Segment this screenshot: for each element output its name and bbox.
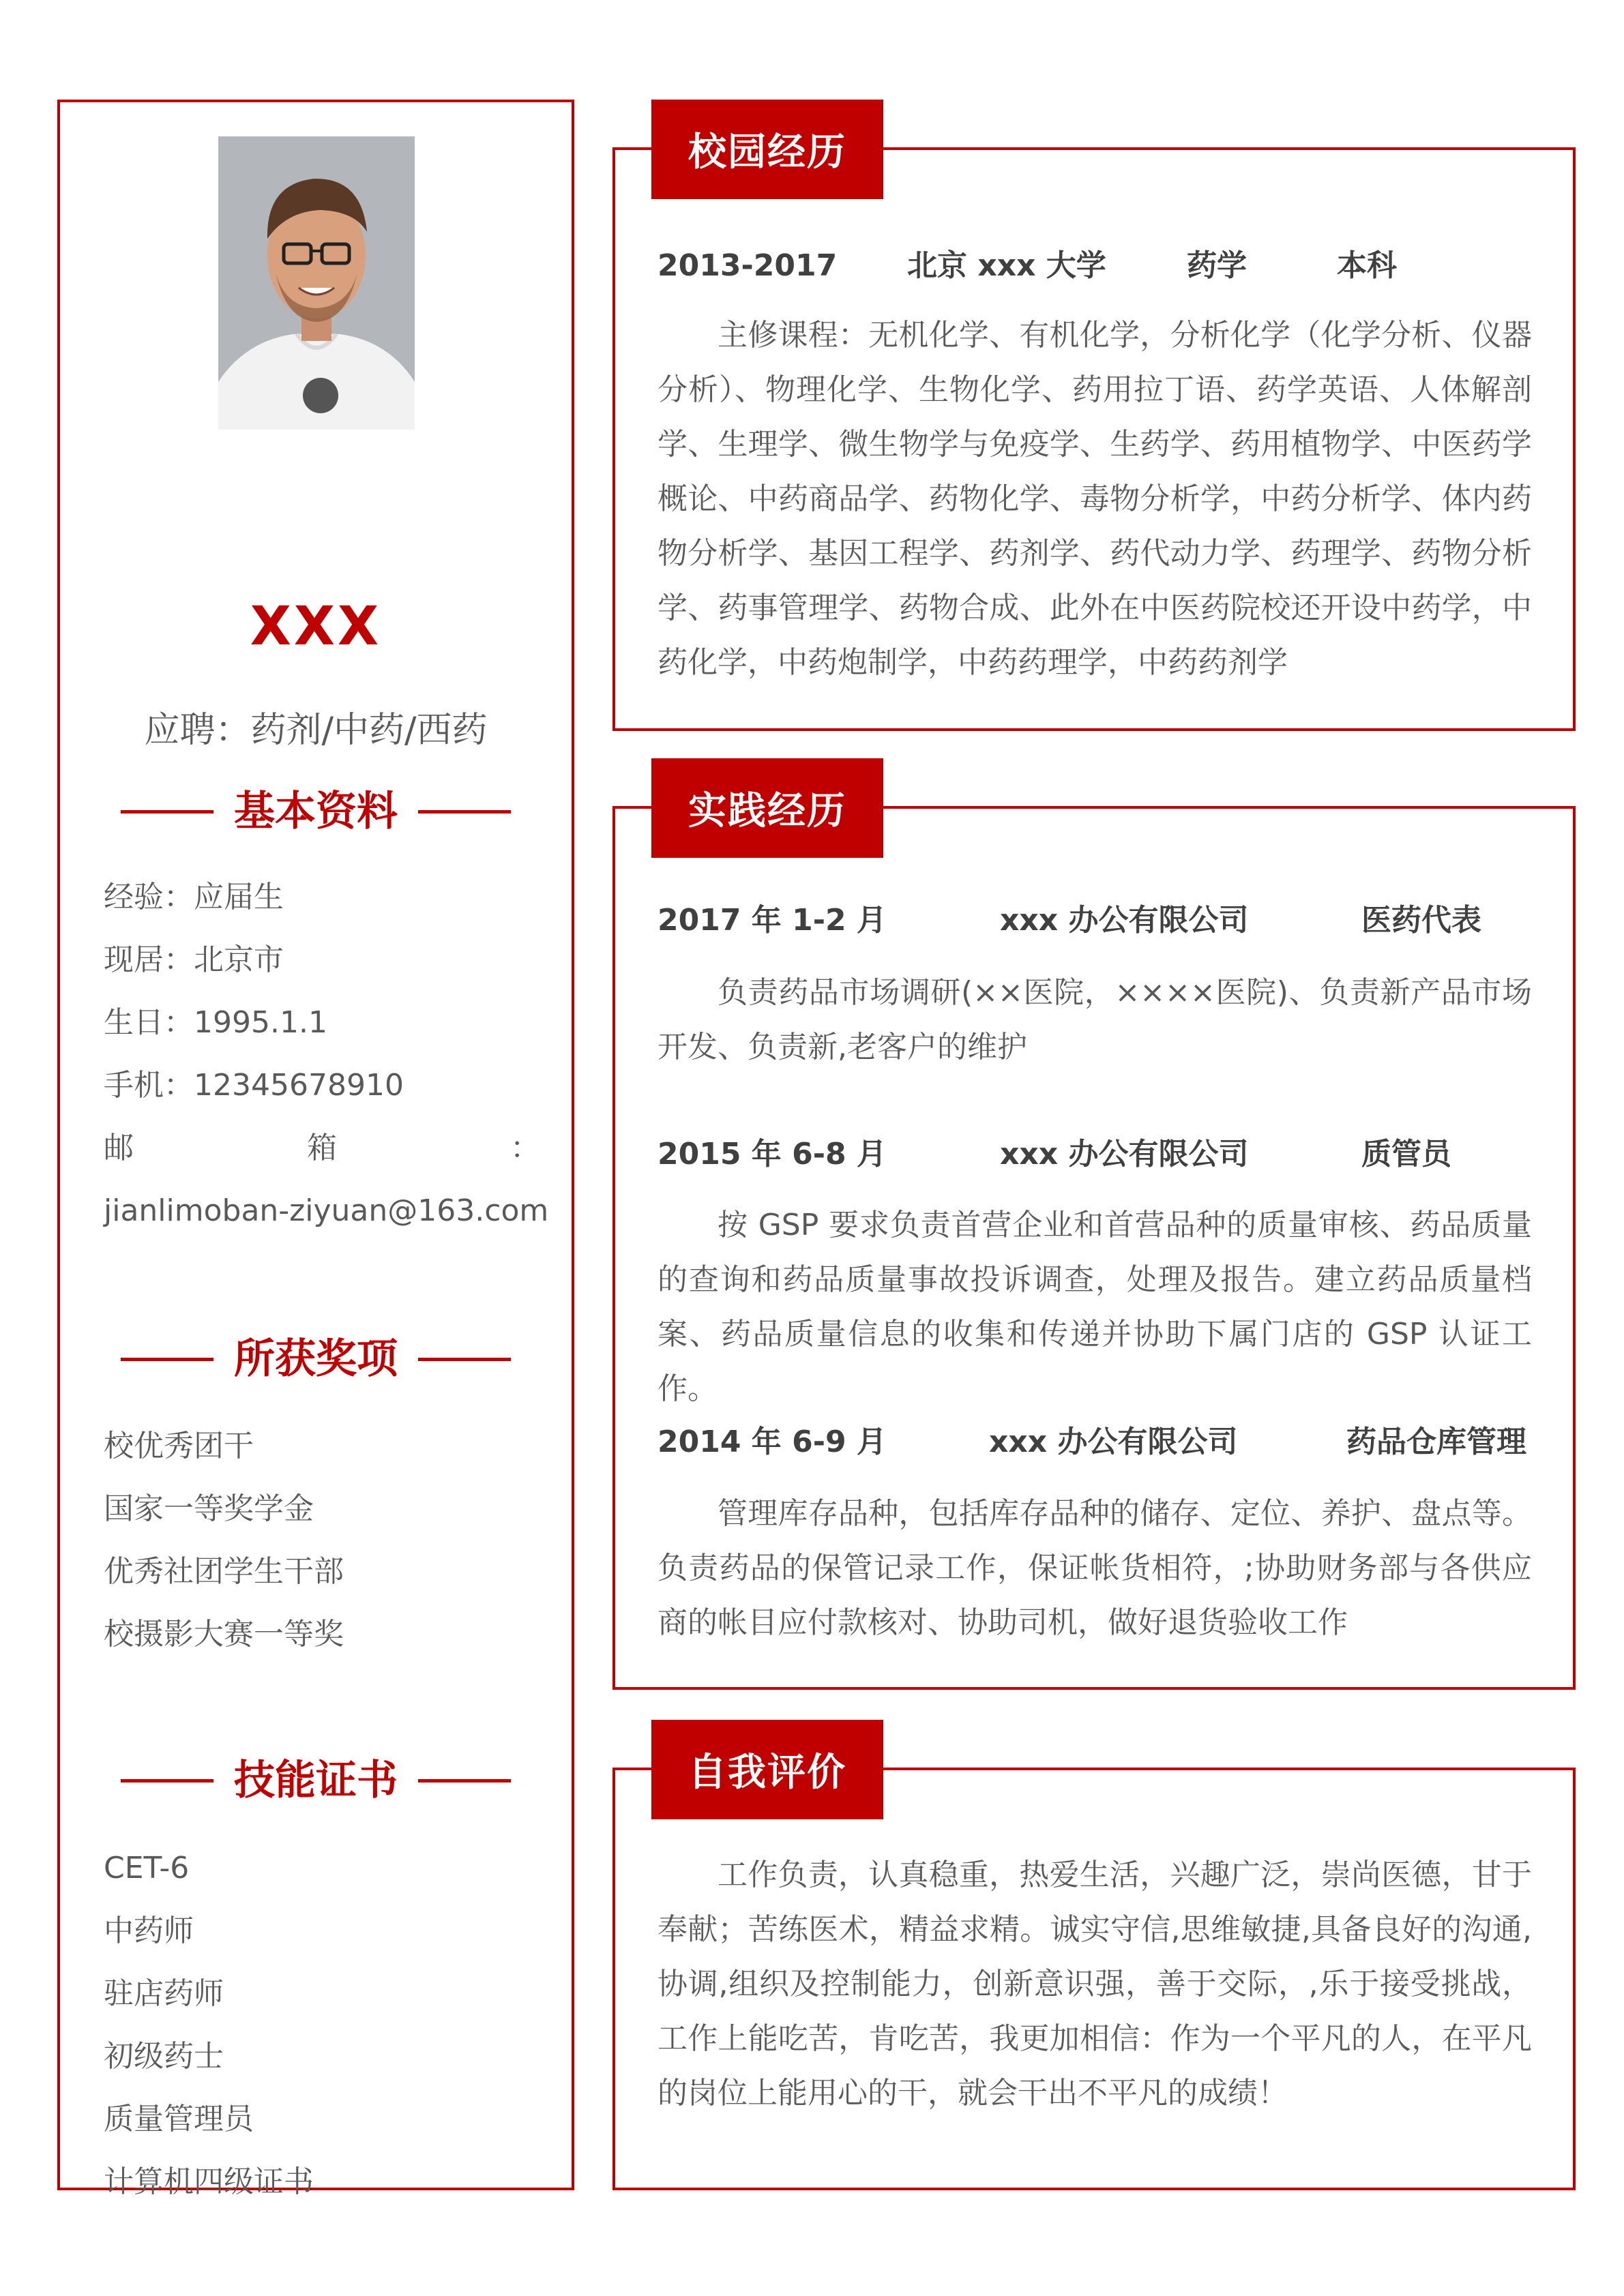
skill-item: CET-6	[104, 1851, 190, 1885]
self-eval-title: 自我评价	[651, 1720, 883, 1819]
email-label-char: 邮	[104, 1131, 134, 1165]
campus-description: 主修课程：无机化学、有机化学，分析化学（化学分析、仪器分析）、物理化学、生物化学、药用拉丁语、药学英语、人体解剖学、生理学、微生物学与免疫学、生药学、药用植物学、中医药学概论、中药商品学、药物化学、毒物分析学，中药分析学、体内药物分析学、基因工程学、药剂学、药代动力学、药理学、药物分析学、药事管理学、药物合成、此外在中医药院校还开设中药学，中药化学，中药炮制学，中药药理学，中药药剂学	[658, 318, 1532, 680]
awards-heading-text: 所获奖项	[234, 1335, 398, 1383]
applied-position: 应聘：药剂/中药/西药	[144, 710, 488, 751]
award-item: 国家一等奖学金	[104, 1491, 314, 1526]
heading-rule-left	[121, 810, 213, 814]
skill-item: 驻店药师	[104, 1976, 224, 2011]
practice-period: 2014 年 6-9 月	[658, 1425, 887, 1459]
skill-item: 质量管理员	[104, 2102, 254, 2136]
practice-company: xxx 办公有限公司	[1000, 1137, 1249, 1172]
skill-item: 初级药士	[104, 2039, 224, 2074]
award-item: 校摄影大赛一等奖	[104, 1617, 344, 1652]
campus-title: 校园经历	[651, 100, 883, 199]
candidate-name: XXX	[250, 596, 382, 657]
practice-title: 实践经历	[651, 758, 883, 858]
practice-description: 负责药品市场调研(××医院，××××医院)、负责新产品市场开发、负责新,老客户的维护	[658, 975, 1532, 1064]
info-email-label	[104, 1117, 540, 1180]
self-eval-description: 工作负责，认真稳重，热爱生活，兴趣广泛，崇尚医德，甘于奉献；苦练医术，精益求精。诚实守信,思维敏捷,具备良好的沟通,协调,组织及控制能力，创新意识强，善于交际，,乐于接受挑战，工作上能吃苦，肯吃苦，我更加相信：作为一个平凡的人，在平凡的岗位上能用心的干，就会干出不平凡的成绩！	[658, 1858, 1532, 2111]
award-item: 优秀社团学生干部	[104, 1554, 344, 1589]
info-phone: 手机：12345678910	[104, 1068, 404, 1103]
info-experience: 经验：应届生	[104, 880, 284, 914]
heading-rule-right	[418, 1779, 511, 1783]
practice-entry-header	[658, 1422, 1531, 1463]
info-birthday: 生日：1995.1.1	[104, 1005, 327, 1040]
basic-info-list	[104, 866, 549, 1242]
basic-info-heading	[60, 784, 572, 839]
campus-entry-header	[658, 245, 1531, 286]
info-residence: 现居：北京市	[104, 942, 284, 977]
skill-item: 中药师	[104, 1913, 194, 1948]
campus-major: 药学	[1187, 248, 1247, 283]
awards-heading	[60, 1332, 572, 1386]
practice-company: xxx 办公有限公司	[1000, 903, 1249, 938]
skills-list	[104, 1837, 540, 2213]
practice-role: 医药代表	[1361, 903, 1481, 938]
info-email: jianlimoban-ziyuan@163.com	[104, 1193, 549, 1228]
practice-entry-header	[658, 900, 1531, 941]
practice-period: 2015 年 6-8 月	[658, 1137, 887, 1172]
awards-list	[104, 1415, 540, 1666]
profile-photo	[218, 136, 415, 430]
campus-period: 2013-2017	[658, 248, 838, 283]
practice-period: 2017 年 1-2 月	[658, 903, 887, 938]
skill-item: 计算机四级证书	[104, 2164, 314, 2199]
heading-rule-left	[121, 1779, 213, 1783]
heading-rule-right	[418, 1358, 511, 1361]
practice-entry-header	[658, 1134, 1531, 1175]
email-label-char: ：	[510, 1131, 540, 1165]
campus-degree: 本科	[1337, 248, 1397, 283]
heading-rule-right	[418, 810, 511, 814]
skills-heading-text: 技能证书	[234, 1757, 398, 1804]
person-illustration	[218, 136, 415, 430]
practice-role: 质管员	[1361, 1137, 1451, 1172]
campus-school: 北京 xxx 大学	[907, 248, 1106, 283]
heading-rule-left	[121, 1358, 213, 1361]
practice-role: 药品仓库管理	[1346, 1425, 1526, 1459]
award-item: 校优秀团干	[104, 1429, 254, 1463]
practice-description: 管理库存品种，包括库存品种的储存、定位、养护、盘点等。负责药品的保管记录工作，保证帐货相符，;协助财务部与各供应商的帐目应付款核对、协助司机，做好退货验收工作	[658, 1496, 1532, 1640]
practice-company: xxx 办公有限公司	[989, 1425, 1238, 1459]
skills-heading	[60, 1753, 572, 1808]
profile-sidebar	[57, 100, 574, 2199]
email-label-char: 箱	[307, 1131, 337, 1165]
basic-info-heading-text: 基本资料	[234, 788, 398, 835]
practice-description: 按 GSP 要求负责首营企业和首营品种的质量审核、药品质量的查询和药品质量事故投诉调查，处理及报告。建立药品质量档案、药品质量信息的收集和传递并协助下属门店的 GSP 认证工作。	[658, 1208, 1532, 1406]
